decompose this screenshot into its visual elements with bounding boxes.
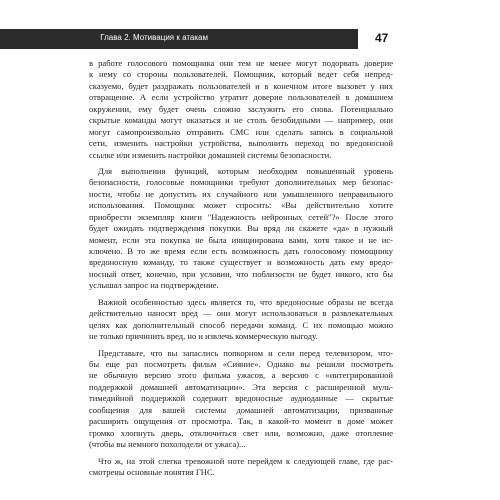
text-line: ности, чтобы не допустить их случайного или умышленного неправильного (89, 188, 393, 199)
paragraph (89, 456, 393, 479)
text-line: могут самопроизвольно отправить СМС или сделать запись в социальной (89, 126, 393, 137)
text-line: сети, изменить настройки устройства, выполнить переход по вредоносной (89, 138, 393, 149)
text-line: отвращение. А если устройство утратит доверие пользователей в домашнем (89, 92, 393, 103)
text-line: использования. Помощник может спросить: «Вы действительно хотите (89, 200, 393, 211)
text-line: не только причинить вред, но и извлечь коммерческую выгоду. (89, 331, 318, 342)
chapter-title: Глава 2. Мотивация к атакам (100, 33, 208, 42)
paragraph (89, 297, 393, 343)
text-line: сказуемо, будет раздражать пользователей и в конечном итоге вызовет у них (89, 80, 393, 91)
text-line: момент, если эта покупка не была инициирована вами, хотя такое и не ис- (89, 234, 393, 245)
text-line: безопасности, голосовые помощники требуют дополнительных мер безопас- (89, 177, 393, 188)
text-line: смотрены основные понятия ГНС. (89, 466, 215, 477)
text-line: сообщения для вашей системы домашней автоматизации, призванные (89, 404, 393, 415)
text-line: носный ответ, конечно, при условии, что поблизости не будет никого, кто бы (89, 268, 393, 279)
text-line: бы еще раз посмотреть фильм «Сияние». Однако вы решили посмотреть (89, 358, 393, 369)
text-line: услышал запрос на подтверждение. (89, 280, 219, 291)
text-line: поддержкой домашней автоматизации». Эта версия с расширенной муль- (89, 381, 393, 392)
text-line: скрытые команды могут оказаться и не столь безобидными — например, они (89, 115, 393, 126)
text-line: расширить ощущения от просмотра. Так, в какой-то момент в доме может (89, 416, 393, 427)
body-text (89, 58, 393, 483)
chapter-title-bar (0, 29, 358, 49)
text-line: тимедийной поддержкой содержит вредоносные аудиоданные — скрытые (89, 393, 393, 404)
text-line: окружении, ему будет очень сложно заслужить его снова. Потенциально (89, 103, 393, 114)
text-line: к нему со стороны пользователей. Помощник, который ведет себя непред- (89, 69, 393, 80)
text-line: Представьте, что вы запаслись попкорном и сели перед телевизором, что- (98, 347, 393, 358)
text-line: целях как дополнительный способ передачи команд. С их помощью можно (89, 319, 393, 330)
running-header (0, 29, 500, 49)
text-line: (чтобы вы немного похолодели от ужаса)... (89, 439, 246, 450)
paragraph (89, 58, 393, 161)
text-line: действительно наносят вред — они могут использоваться в развлекательных (89, 308, 393, 319)
paragraph (89, 166, 393, 292)
text-line: вредоносную команду, то также существует и возможность дать ему вредо- (89, 257, 393, 268)
text-line: Что ж, на этой слегка тревожной ноте перейдем к следующей главе, где рас- (98, 455, 393, 466)
text-line: в работе голосового помощника они тем не менее могут подорвать доверие (89, 58, 393, 68)
text-line: ключено. В то же время если есть возможность дать голосовому помощнику (89, 246, 393, 257)
text-line: Для выполнения функций, которым необходим повышенный уровень (98, 165, 393, 176)
paragraph (89, 348, 393, 451)
text-line: приобрести экземпляр книги "Надежность нейронных сетей"?» После этого (89, 211, 393, 222)
page-number: 47 (375, 31, 389, 45)
text-line: не обычную версию этого фильма ужасов, а версию с «интегрированной (89, 370, 393, 381)
text-line: будет ожидать подтверждения покупки. Вы вряд ли скажете «да» в нужный (89, 223, 393, 234)
text-line: громко хлопнуть дверь, отключиться свет или, возможно, даже отопление (89, 427, 393, 438)
text-line: Важной особенностью здесь является то, что вредоносные образы не всегда (98, 296, 393, 307)
text-line: ссылке или изменить настройки домашней системы безопасности. (89, 149, 332, 160)
